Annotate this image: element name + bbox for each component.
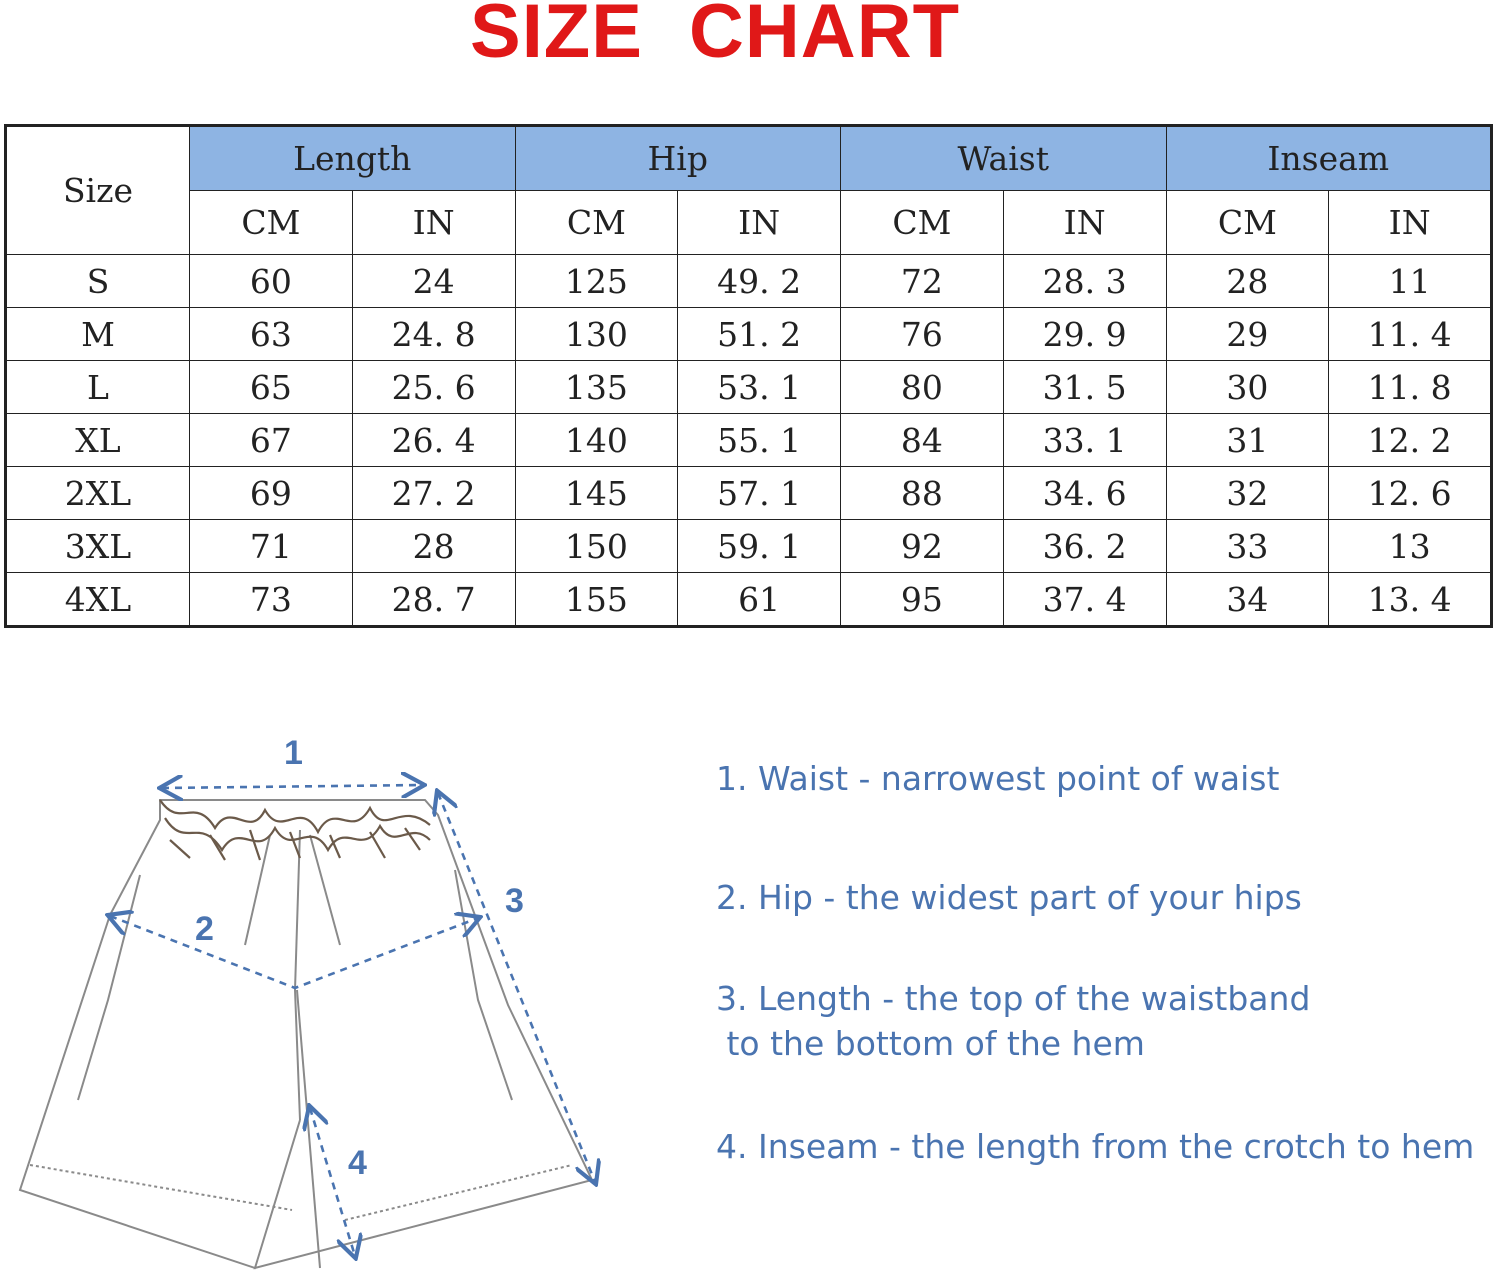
measurement-cell: 84 <box>841 414 1004 467</box>
unit-header-cm: CM <box>1166 191 1329 255</box>
measurement-cell: 150 <box>515 520 678 573</box>
measurement-cell: 24 <box>352 255 515 308</box>
unit-header-in: IN <box>352 191 515 255</box>
measurement-cell: 72 <box>841 255 1004 308</box>
measurement-cell: 67 <box>190 414 353 467</box>
measurement-cell: 12. 6 <box>1329 467 1492 520</box>
measurement-cell: 30 <box>1166 361 1329 414</box>
table-row <box>6 361 1492 414</box>
measurement-cell: 13. 4 <box>1329 573 1492 627</box>
measurement-cell: 36. 2 <box>1003 520 1166 573</box>
label-4: 4 <box>348 1144 367 1182</box>
measurement-cell: 130 <box>515 308 678 361</box>
unit-header-in: IN <box>1329 191 1492 255</box>
measurement-cell: 65 <box>190 361 353 414</box>
measurement-cell: 49. 2 <box>678 255 841 308</box>
measurement-cell: 31 <box>1166 414 1329 467</box>
measurement-cell: 28 <box>352 520 515 573</box>
size-table <box>4 124 1493 628</box>
measurement-cell: 92 <box>841 520 1004 573</box>
measurement-cell: 55. 1 <box>678 414 841 467</box>
measurement-cell: 76 <box>841 308 1004 361</box>
measurement-cell: 73 <box>190 573 353 627</box>
measurement-cell: 12. 2 <box>1329 414 1492 467</box>
measurement-cell: 37. 4 <box>1003 573 1166 627</box>
measurement-cell: 135 <box>515 361 678 414</box>
size-cell: M <box>6 308 190 361</box>
measurement-cell: 24. 8 <box>352 308 515 361</box>
measurement-cell: 27. 2 <box>352 467 515 520</box>
page-title: SIZE CHART <box>470 0 960 74</box>
measurement-cell: 26. 4 <box>352 414 515 467</box>
size-cell: 4XL <box>6 573 190 627</box>
measurement-cell: 33 <box>1166 520 1329 573</box>
measurement-cell: 32 <box>1166 467 1329 520</box>
table-row <box>6 520 1492 573</box>
measurement-cell: 80 <box>841 361 1004 414</box>
table-row <box>6 255 1492 308</box>
measurement-cell: 69 <box>190 467 353 520</box>
measurement-cell: 28. 7 <box>352 573 515 627</box>
measurement-cell: 63 <box>190 308 353 361</box>
size-cell: 2XL <box>6 467 190 520</box>
table-row <box>6 467 1492 520</box>
waist-description: 1. Waist - narrowest point of waist <box>716 759 1280 798</box>
unit-header-cm: CM <box>515 191 678 255</box>
measurement-cell: 11. 4 <box>1329 308 1492 361</box>
length-header: Length <box>190 126 516 191</box>
measurement-cell: 25. 6 <box>352 361 515 414</box>
measurement-cell: 53. 1 <box>678 361 841 414</box>
measurement-cell: 145 <box>515 467 678 520</box>
hip-description: 2. Hip - the widest part of your hips <box>716 878 1302 917</box>
table-row <box>6 414 1492 467</box>
unit-header-cm: CM <box>190 191 353 255</box>
shorts-outline <box>20 800 592 1268</box>
measurement-cell: 140 <box>515 414 678 467</box>
measurement-cell: 28. 3 <box>1003 255 1166 308</box>
unit-header-cm: CM <box>841 191 1004 255</box>
table-row <box>6 308 1492 361</box>
size-column-header: Size <box>6 126 190 255</box>
measurement-cell: 34 <box>1166 573 1329 627</box>
unit-header-row <box>6 191 1492 255</box>
measurement-cell: 71 <box>190 520 353 573</box>
measurement-cell: 125 <box>515 255 678 308</box>
inseam-description: 4. Inseam - the length from the crotch to hem <box>716 1127 1475 1166</box>
table-row <box>6 573 1492 627</box>
measurement-cell: 29 <box>1166 308 1329 361</box>
measurement-cell: 28 <box>1166 255 1329 308</box>
label-2: 2 <box>195 910 214 948</box>
measurement-cell: 13 <box>1329 520 1492 573</box>
hip-header: Hip <box>515 126 841 191</box>
shorts-diagram <box>0 700 660 1271</box>
size-cell: L <box>6 361 190 414</box>
measurement-cell: 31. 5 <box>1003 361 1166 414</box>
inseam-header: Inseam <box>1166 126 1492 191</box>
length-description-continued: to the bottom of the hem <box>716 1024 1145 1063</box>
size-cell: 3XL <box>6 520 190 573</box>
measurement-cell: 57. 1 <box>678 467 841 520</box>
label-3: 3 <box>505 882 524 920</box>
measurement-cell: 88 <box>841 467 1004 520</box>
measurement-cell: 61 <box>678 573 841 627</box>
size-cell: S <box>6 255 190 308</box>
measurement-cell: 29. 9 <box>1003 308 1166 361</box>
table-header-row <box>6 126 1492 191</box>
unit-header-in: IN <box>678 191 841 255</box>
measurement-cell: 33. 1 <box>1003 414 1166 467</box>
measurement-cell: 59. 1 <box>678 520 841 573</box>
measurement-cell: 34. 6 <box>1003 467 1166 520</box>
measurement-cell: 11 <box>1329 255 1492 308</box>
measurement-cell: 60 <box>190 255 353 308</box>
label-1: 1 <box>284 734 303 772</box>
waist-arrow <box>162 785 422 788</box>
size-cell: XL <box>6 414 190 467</box>
measurement-cell: 155 <box>515 573 678 627</box>
unit-header-in: IN <box>1003 191 1166 255</box>
measurement-cell: 11. 8 <box>1329 361 1492 414</box>
measurement-cell: 95 <box>841 573 1004 627</box>
waist-header: Waist <box>841 126 1167 191</box>
measurement-cell: 51. 2 <box>678 308 841 361</box>
length-description: 3. Length - the top of the waistband <box>716 979 1311 1018</box>
